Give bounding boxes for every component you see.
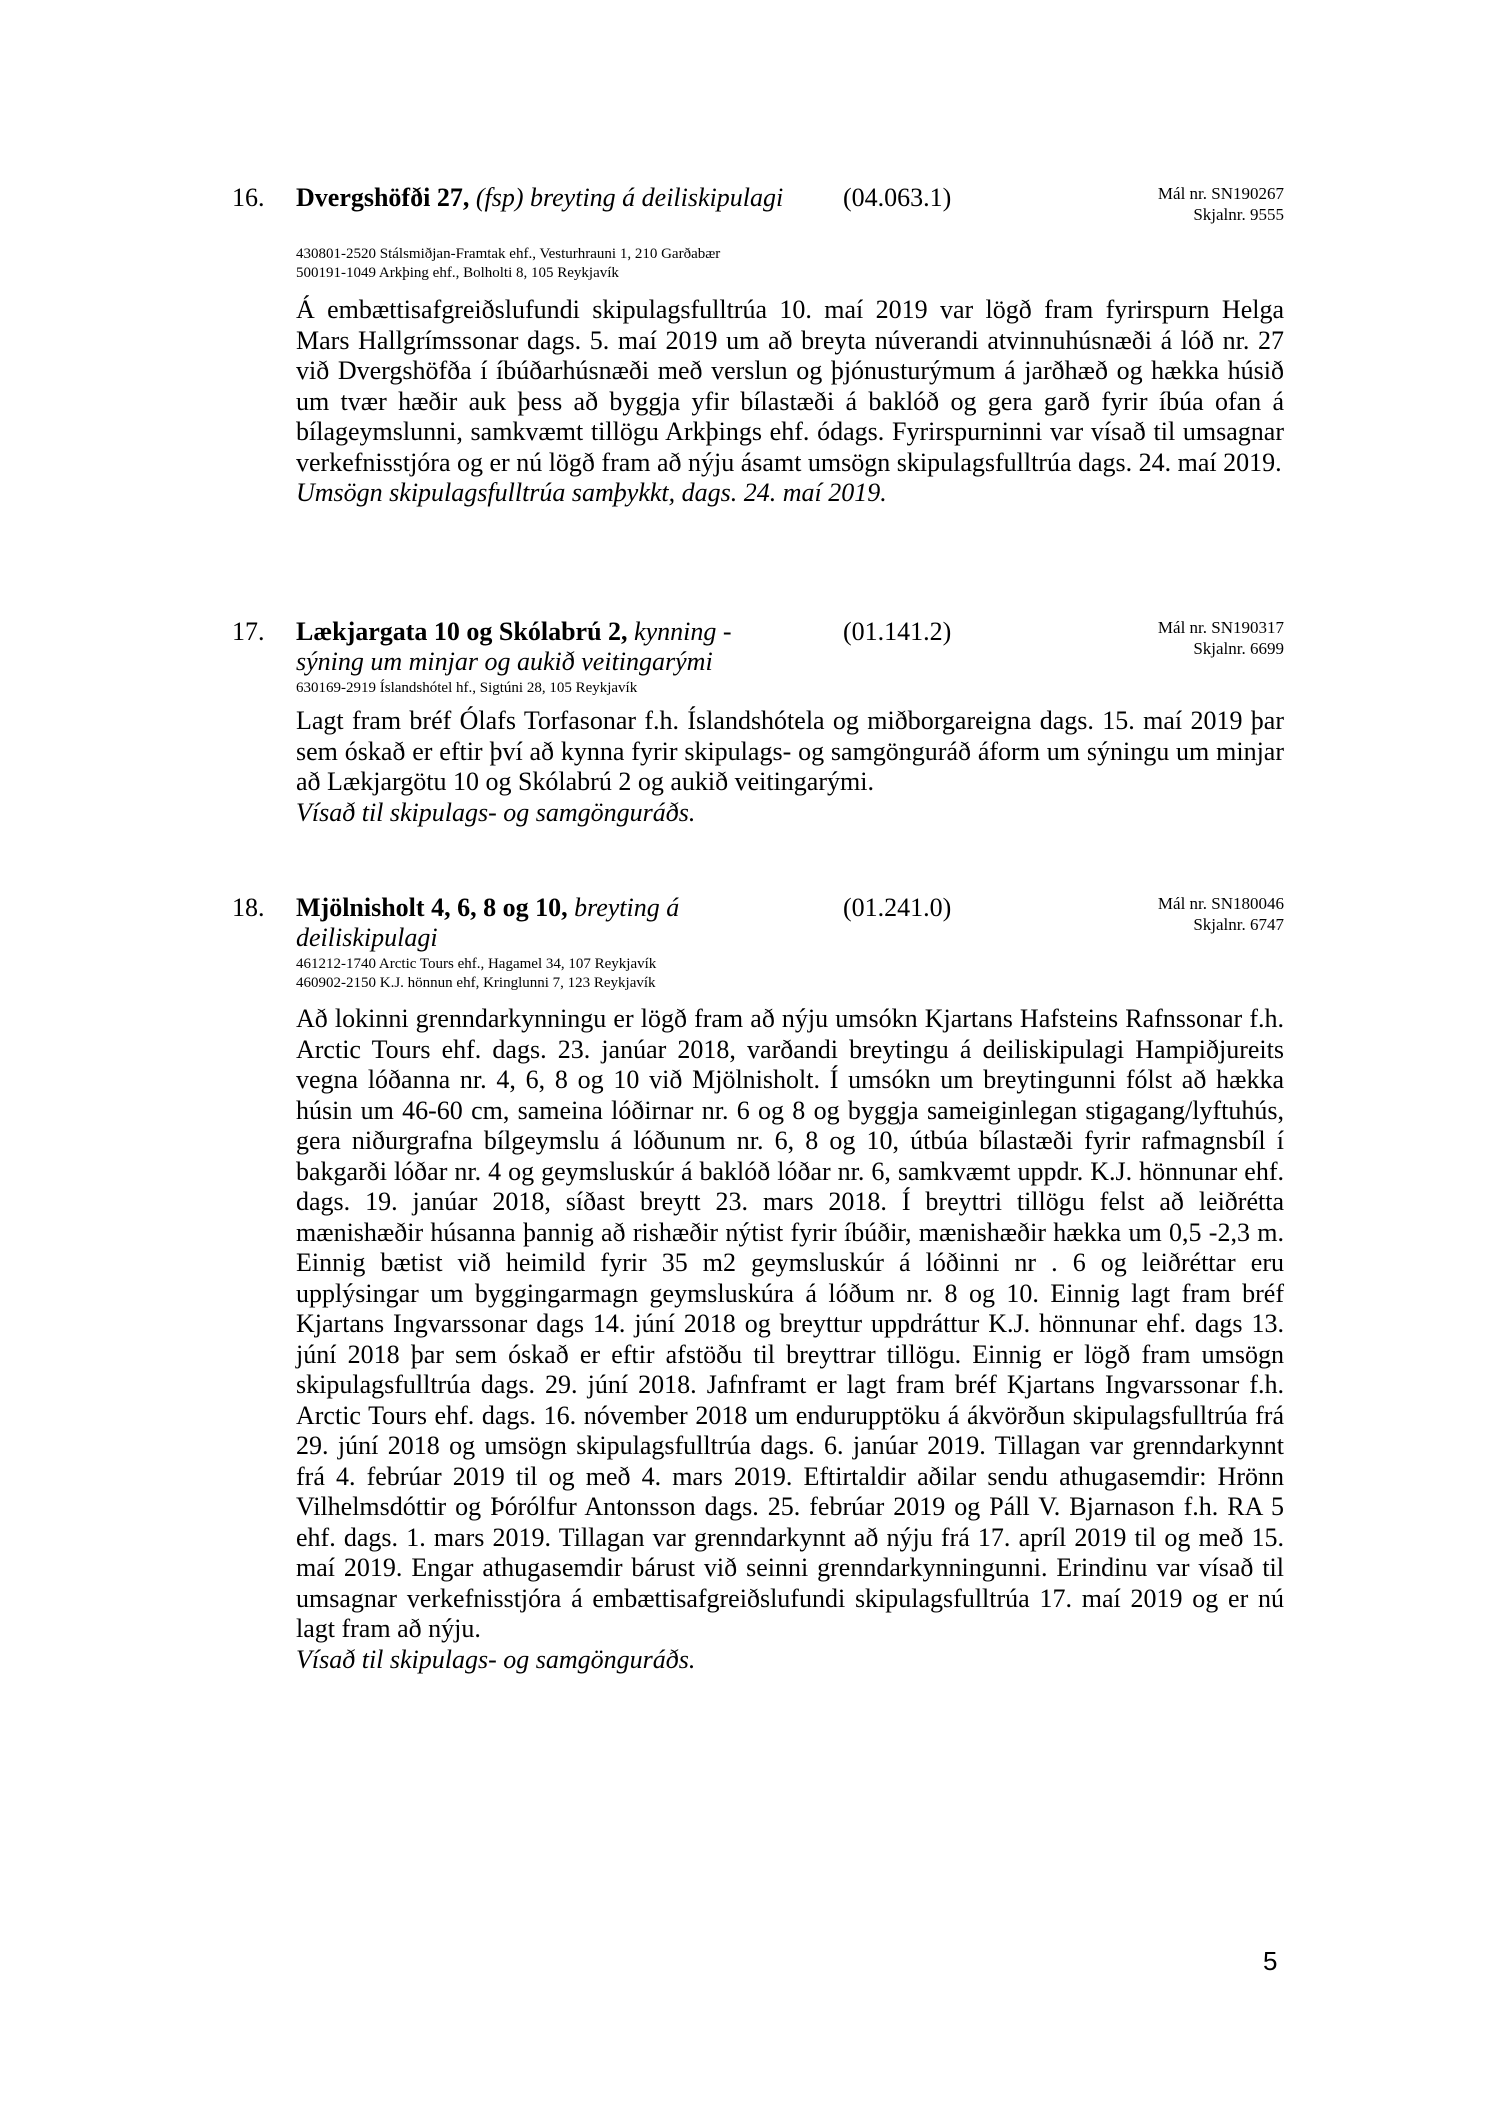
- parties: [296, 955, 656, 993]
- title-italic: breyting á deiliskipulagi: [296, 893, 680, 952]
- decision-text: Umsögn skipulagsfulltrúa samþykkt, dags. 24. maí 2019.: [296, 478, 887, 507]
- item-body: [296, 1004, 1284, 1675]
- item-body: [296, 706, 1284, 828]
- item-number: 18.: [232, 893, 265, 922]
- party: 460902-2150 K.J. hönnun ehf, Kringlunni 7, 123 Reykjavík: [296, 975, 656, 991]
- title-bold: Dvergshöfði 27,: [296, 183, 470, 212]
- case-number: Mál nr. SN190267: [1157, 184, 1284, 203]
- body-text: Lagt fram bréf Ólafs Torfasonar f.h. Íslandshótela og miðborgareigna dags. 15. maí 2019 þar sem óskað er eftir því að kynna fyrir skipulags- og samgönguráð áform um sýningu um minjar að Lækjargötu 10 og Skólabrú 2 og aukið veitingarými.: [296, 706, 1284, 796]
- document-number: Skjalnr. 6747: [1193, 915, 1284, 934]
- case-reference: [1158, 617, 1284, 659]
- decision-text: Vísað til skipulags- og samgönguráðs.: [296, 797, 696, 827]
- item-title: [296, 183, 796, 213]
- page-number: 5: [1263, 1946, 1278, 1976]
- document-number: Skjalnr. 9555: [1193, 205, 1284, 224]
- land-code: (01.141.2): [843, 617, 952, 646]
- party: 461212-1740 Arctic Tours ehf., Hagamel 34, 107 Reykjavík: [296, 956, 657, 972]
- title-italic: (fsp) breyting á deiliskipulagi: [475, 183, 784, 212]
- title-bold: Lækjargata 10 og Skólabrú 2,: [296, 617, 628, 646]
- case-number: Mál nr. SN180046: [1157, 894, 1284, 913]
- document-number: Skjalnr. 6699: [1193, 639, 1284, 658]
- item-body: [296, 295, 1284, 509]
- item-title: [296, 893, 796, 953]
- case-reference: [1158, 893, 1284, 935]
- parties: [296, 679, 637, 698]
- item-number: 16.: [232, 183, 265, 212]
- decision-text: Vísað til skipulags- og samgönguráðs.: [296, 1644, 696, 1674]
- case-reference: [1158, 183, 1284, 225]
- party: 500191-1049 Arkþing ehf., Bolholti 8, 105 Reykjavík: [296, 265, 619, 281]
- item-number: 17.: [232, 617, 265, 646]
- title-italic: kynning - sýning um minjar og aukið veitingarými: [296, 617, 732, 676]
- item-title: [296, 617, 796, 677]
- land-code: (04.063.1): [843, 183, 952, 212]
- land-code: (01.241.0): [843, 893, 952, 922]
- body-text: Á embættisafgreiðslufundi skipulagsfulltrúa 10. maí 2019 var lögð fram fyrirspurn Helga Mars Hallgrímssonar dags. 5. maí 2019 um að breyta núverandi atvinnuhúsnæði á lóð nr. 27 við Dvergshöfða í íbúðarhúsnæði með verslun og þjónusturýmum á jarðhæð og hækka húsið um tvær hæðir auk þess að byggja yfir bílastæði á baklóð og gera garð fyrir íbúa ofan á bílageymslunni, samkvæmt tillögu Arkþings ehf. ódags. Fyrirspurninni var vísað til umsagnar verkefnisstjóra og er nú lögð fram að nýju ásamt umsögn skipulagsfulltrúa dags. 24. maí 2019.: [296, 295, 1284, 477]
- body-text: Að lokinni grenndarkynningu er lögð fram að nýju umsókn Kjartans Hafsteins Rafnssonar f.h. Arctic Tours ehf. dags. 23. janúar 2018, varðandi breytingu á deiliskipulagi Hampiðjureits vegna lóðanna nr. 4, 6, 8 og 10 við Mjölnisholt. Í umsókn um breytingunni fólst að hækka húsin um 46-60 cm, sameina lóðirnar nr. 6 og 8 og byggja sameiginlegan stigagang/lyftuhús, gera niðurgrafna bílgeymslu á lóðunum nr. 6, 8 og 10, útbúa bílastæði fyrir rafmagnsbíl í bakgarði lóðar nr. 4 og geymsluskúr á baklóð lóðar nr. 6, samkvæmt uppdr. K.J. hönnunar ehf. dags. 19. janúar 2018, síðast breytt 23. mars 2018. Í breyttri tillögu felst að leiðrétta mænishæðir húsanna þannig að rishæðir nýtist fyrir íbúðir, mænishæðir hækka um 0,5 -2,3 m. Einnig bætist við heimild fyrir 35 m2 geymsluskúr á lóðinni nr . 6 og leiðréttar eru upplýsingar um byggingarmagn geymsluskúra á lóðum nr. 8 og 10. Einnig lagt fram bréf Kjartans Ingvarssonar dags 14. júní 2018 og breyttur uppdráttur K.J. hönnunar ehf. dags 13. júní 2018 þar sem óskað er eftir afstöðu til breyttrar tillögu. Einnig er lögð fram umsögn skipulagsfulltrúa dags. 29. júní 2018. Jafnframt er lagt fram bréf Kjartans Ingvarssonar f.h. Arctic Tours ehf. dags. 16. nóvember 2018 um endurupptöku á ákvörðun skipulagsfulltrúa frá 29. júní 2018 og umsögn skipulagsfulltrúa dags. 6. janúar 2019. Tillagan var grenndarkynnt frá 4. febrúar 2019 til og með 4. mars 2019. Eftirtaldir aðilar sendu athugasemdir: Hrönn Vilhelmsdóttir og Þórólfur Antonsson dags. 25. febrúar 2019 og Páll V. Bjarnason f.h. RA 5 ehf. dags. 1. mars 2019. Tillagan var grenndarkynnt að nýju frá 17. apríl 2019 til og með 15. maí 2019. Engar athugasemdir bárust við seinni grenndarkynningunni. Erindinu var vísað til umsagnar verkefnisstjóra á embættisafgreiðslufundi skipulagsfulltrúa 17. maí 2019 og er nú lagt fram að nýju.: [296, 1004, 1284, 1643]
- case-number: Mál nr. SN190317: [1157, 618, 1284, 637]
- parties: [296, 245, 720, 283]
- title-bold: Mjölnisholt 4, 6, 8 og 10,: [296, 893, 568, 922]
- party: 430801-2520 Stálsmiðjan-Framtak ehf., Vesturhrauni 1, 210 Garðabær: [296, 246, 721, 262]
- party: 630169-2919 Íslandshótel hf., Sigtúni 28, 105 Reykjavík: [296, 680, 638, 696]
